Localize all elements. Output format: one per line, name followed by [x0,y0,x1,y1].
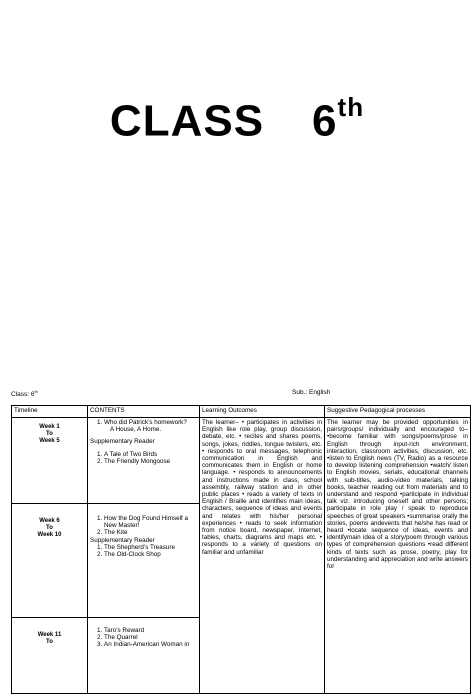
table-row [12,418,471,504]
class-label: Class: 6th [11,389,38,399]
header-timeline: Timeline [12,406,88,418]
table-header-row [12,406,471,418]
pedagogy-cell: The learner may be provided opportunities in pairs/groups/ individually and encouraged to– •become familiar with songs/poems/prose in English through input-rich environment, interaction, classroom activities, discussion, etc. •listen to English news (TV, Radio) as a resource to develop listening comprehension •watch/ listen to English movies, serials, educational channels with sub-titles, audio-video materials, talking books, teacher reading out from materials and to understand and respond •participate in individual talk viz. introducing oneself and other persons; participate in role play / speak to reproduce speeches of great speakers •summarise orally the stories, poems andevents that he/she has read or heard •locate sequence of ideas, events and identifymain idea of a story/poem through various types of comprehension questions •read different kinds of texts such as prose, poetry, play for understanding and appreciation and write answers for [325,418,471,694]
syllabus-table [11,405,471,694]
title-word: CLASS [109,96,265,146]
header-outcomes: Learning Outcomes [200,406,325,418]
learning-outcomes-cell: The learner– • participates in activities in English like role play, group discussion, debate, etc. • recites and shares poems, songs, jokes, riddles, tongue twisters, etc. • responds to oral messages, telephonic communication in English and communicates them in English or home language. • responds to announcements and instructions made in class, school assembly, railway station and in other public places • reads a variety of texts in English / Braille and identifies main ideas, characters, sequence of ideas and events and relates with his/her personal experiences • reads to seek information from notice board, newspaper, Internet, tables, charts, diagrams and maps etc. • responds to a variety of questions on familiar and unfamiliar [200,418,325,694]
header-pedagogy: Suggestive Pedagogical processes [325,406,471,418]
timeline-cell: Week 11 To [12,618,88,694]
contents-cell: 1. How the Dog Found Himself a New Master! 2. The Kite Supplementary Reader 1. The Shepherd’s Treasure 2. The Old-Clock Shop [88,504,200,618]
page-title [0,92,474,147]
contents-cell: 1. Who did Patrick’s homework? A House, A Home. Supplementary Reader 1. A Tale of Two Birds 2. The Friendly Mongoose [88,418,200,504]
title-number: 6 [312,96,338,146]
subject-label: Sub.: English [292,389,331,396]
header-contents: CONTENTS [88,406,200,418]
title-suffix: th [337,92,365,122]
timeline-cell: Week 1 To Week 5 [12,418,88,504]
contents-cell: 1. Taro’s Reward 2. The Quarrel 3. An Indian-American Woman in [88,618,200,694]
timeline-cell: Week 6 To Week 10 [12,504,88,618]
